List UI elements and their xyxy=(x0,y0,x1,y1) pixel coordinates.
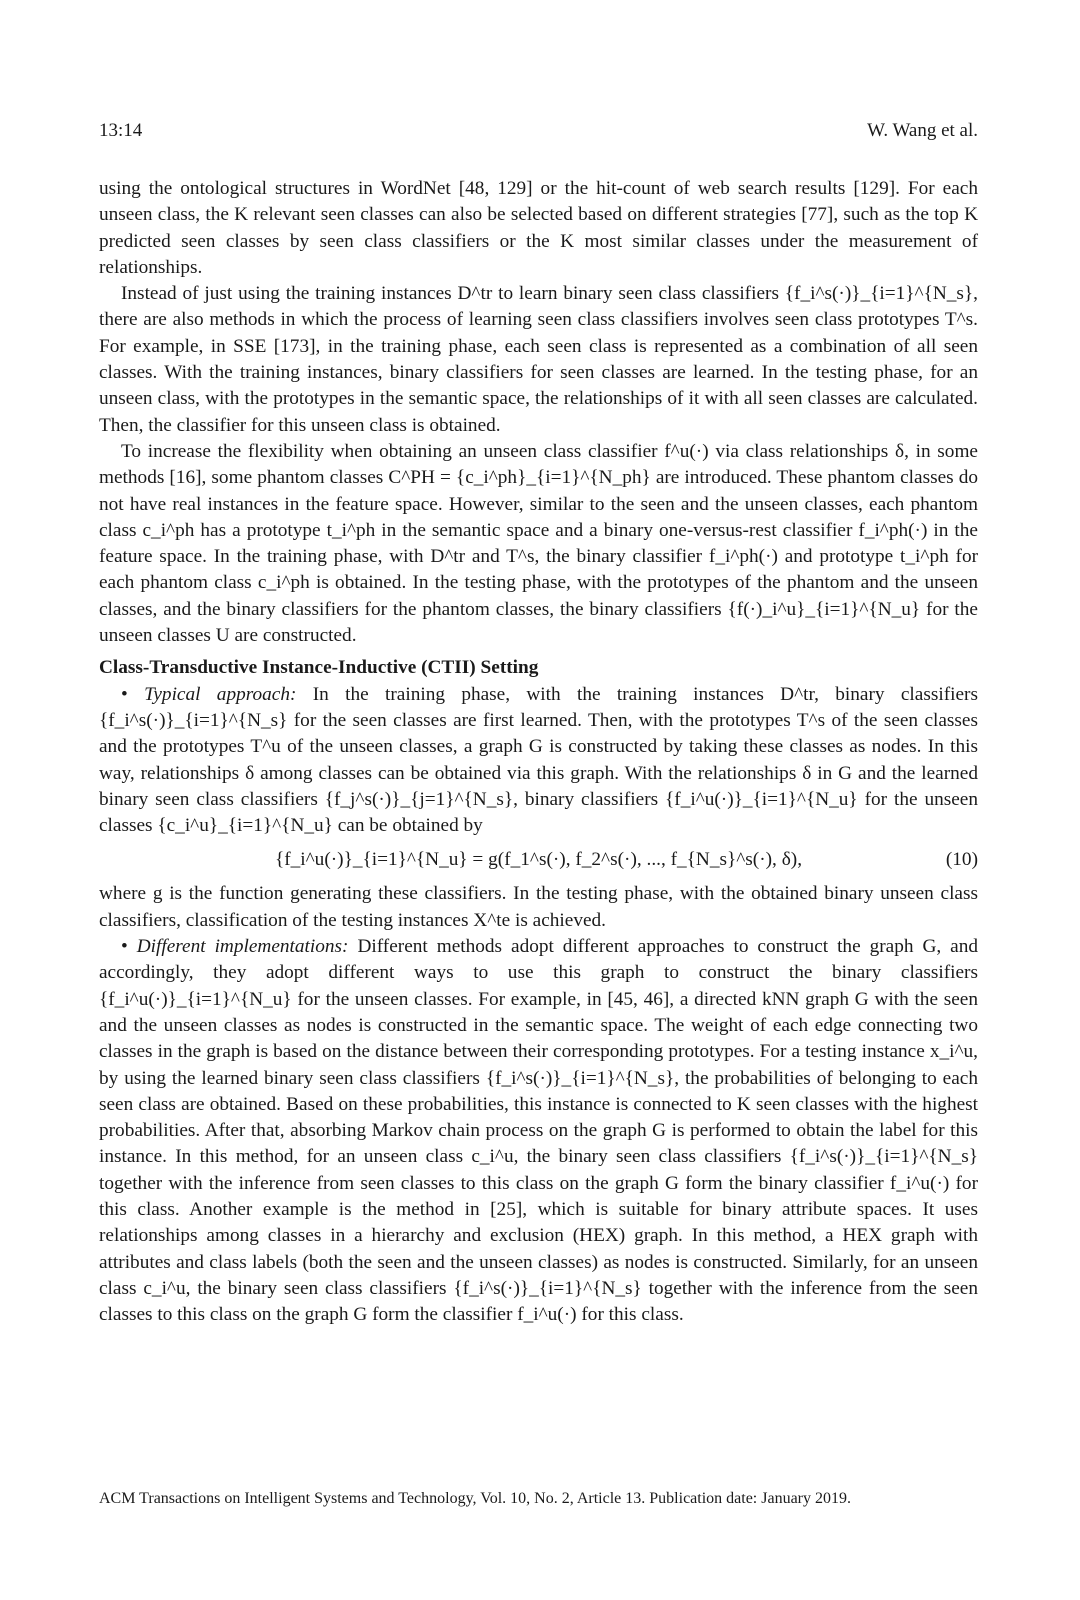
different-implementations-label: Different implementations: xyxy=(136,936,349,958)
page-body xyxy=(99,176,978,1328)
typical-approach-text: In the training phase, with the training instances D^tr, binary classifiers {f_i^s(·)}_{i=1}^{N_s} for the seen classes are first learned. Then, with the prototypes T^s of the seen classes and the prototypes T^u of the unseen classes, a graph G is constructed by taking these classes as nodes. In this way, relationships δ among classes can be obtained via this graph. With the relationships δ in G and the learned binary seen class classifiers {f_j^s(·)}_{j=1}^{N_s}, binary classifiers {f_i^u(·)}_{i=1}^{N_u} for the unseen classes {c_i^u}_{i=1}^{N_u} can be obtained by xyxy=(99,683,978,837)
equation-body: {f_i^u(·)}_{i=1}^{N_u} = g(f_1^s(·), f_2^s(·), ..., f_{N_s}^s(·), δ), xyxy=(274,849,803,871)
paragraph-2: Instead of just using the training instances D^tr to learn binary seen class classifiers {f_i^s(·)}_{i=1}^{N_s}, there are also methods in which the process of learning seen class classifiers involves seen class prototypes T^s. For example, in SSE [173], in the training phase, each seen class is represented as a combination of all seen classes. With the training instances, binary classifiers for seen classes are learned. In the testing phase, for an unseen class, with the prototypes in the semantic space, the relationships of it with all seen classes are calculated. Then, the classifier for this unseen class is obtained. xyxy=(99,283,978,436)
journal-footer: ACM Transactions on Intelligent Systems and Technology, Vol. 10, No. 2, Article 13. Publication date: January 2019. xyxy=(99,1490,852,1507)
section-heading: Class-Transductive Instance-Inductive (CTII) Setting xyxy=(99,657,539,679)
typical-approach-paragraph: • Typical approach: In the training phase, with the training instances D^tr, binary classifiers {f_i^s(·)}_{i=1}^{N_s} for the seen classes are first learned. Then, with the prototypes T^s of the seen classes and the prototypes T^u of the unseen classes, a graph G is constructed by taking these classes as nodes. In this way, relationships δ among classes can be obtained via this graph. With the relationships δ in G and the learned binary seen class classifiers {f_j^s(·)}_{j=1}^{N_s}, binary classifiers {f_i^u(·)}_{i=1}^{N_u} for the unseen classes {c_i^u}_{i=1}^{N_u} can be obtained by xyxy=(99,683,978,837)
different-implementations-text: Different methods adopt different approaches to construct the graph G, and accordingly, they adopt different ways to use this graph to construct the binary classifiers {f_i^u(·)}_{i=1}^{N_u} for the unseen classes. For example, in [45, 46], a directed kNN graph G with the seen and the unseen classes as nodes is constructed in the semantic space. The weight of each edge connecting two classes in the graph is based on the distance between their corresponding prototypes. For a testing instance x_i^u, by using the learned binary seen class classifiers {f_i^s(·)}_{i=1}^{N_s}, the probabilities of belonging to each seen class are obtained. Based on these probabilities, this instance is connected to K seen classes with the highest probabilities. After that, absorbing Markov chain process on the graph G is performed to obtain the label for this instance. In this method, for an unseen class c_i^u, the binary seen class classifiers {f_i^s(·)}_{i=1}^{N_s} together with the inference from seen classes to this class on the graph G form the binary classifier f_i^u(·) for this class. Another example is the method in [25], which is suitable for binary attribute spaces. It uses relationships among classes in a hierarchy and exclusion (HEX) graph. In this method, a HEX graph with attributes and class labels (both the seen and the unseen classes) as nodes is constructed. Similarly, for an unseen class c_i^u, the binary seen class classifiers {f_i^s(·)}_{i=1}^{N_s} together with the inference from the seen classes to this class on the graph G form the classifier f_i^u(·) for this class. xyxy=(99,936,978,1326)
different-implementations-paragraph: • Different implementations: Different methods adopt different approaches to construct the graph G, and accordingly, they adopt different ways to use this graph to construct the binary classifiers {f_i^u(·)}_{i=1}^{N_u} for the unseen classes. For example, in [45, 46], a directed kNN graph G with the seen and the unseen classes as nodes is constructed in the semantic space. The weight of each edge connecting two classes in the graph is based on the distance between their corresponding prototypes. For a testing instance x_i^u, by using the learned binary seen class classifiers {f_i^s(·)}_{i=1}^{N_s}, the probabilities of belonging to each seen class are obtained. Based on these probabilities, this instance is connected to K seen classes with the highest probabilities. After that, absorbing Markov chain process on the graph G is performed to obtain the label for this instance. In this method, for an unseen class c_i^u, the binary seen class classifiers {f_i^s(·)}_{i=1}^{N_s} together with the inference from seen classes to this class on the graph G form the binary classifier f_i^u(·) for this class. Another example is the method in [25], which is suitable for binary attribute spaces. It uses relationships among classes in a hierarchy and exclusion (HEX) graph. In this method, a HEX graph with attributes and class labels (both the seen and the unseen classes) as nodes is constructed. Similarly, for an unseen class c_i^u, the binary seen class classifiers {f_i^s(·)}_{i=1}^{N_s} together with the inference from the seen classes to this class on the graph G form the classifier f_i^u(·) for this class. xyxy=(99,936,978,1326)
paragraph-1: using the ontological structures in WordNet [48, 129] or the hit-count of web search results [129]. For each unseen class, the K relevant seen classes can also be selected based on different strategies [77], such as the top K predicted seen classes by seen class classifiers or the K most similar classes under the measurement of relationships. xyxy=(99,178,978,278)
paragraph-3: To increase the flexibility when obtaining an unseen class classifier f^u(·) via class relationships δ, in some methods [16], some phantom classes C^PH = {c_i^ph}_{i=1}^{N_ph} are introduced. These phantom classes do not have real instances in the feature space. However, similar to the seen and the unseen classes, each phantom class c_i^ph has a prototype t_i^ph in the semantic space and a binary one-versus-rest classifier f_i^ph(·) in the feature space. In the training phase, with D^tr and T^s, the binary classifier f_i^ph(·) and prototype t_i^ph for each phantom class c_i^ph is obtained. In the testing phase, with the prototypes of the phantom and the unseen classes, and the binary classifiers for the phantom classes, the binary classifiers {f(·)_i^u}_{i=1}^{N_u} for the unseen classes U are constructed. xyxy=(99,440,978,647)
page-number: 13:14 xyxy=(99,120,143,141)
paragraph-after-equation: where g is the function generating these classifiers. In the testing phase, with the obtained binary unseen class classifiers, classification of the testing instances X^te is achieved. xyxy=(99,883,978,931)
running-authors: W. Wang et al. xyxy=(867,120,978,141)
equation-number: (10) xyxy=(945,849,978,871)
typical-approach-label: Typical approach: xyxy=(144,683,297,705)
equation-10 xyxy=(99,845,978,875)
